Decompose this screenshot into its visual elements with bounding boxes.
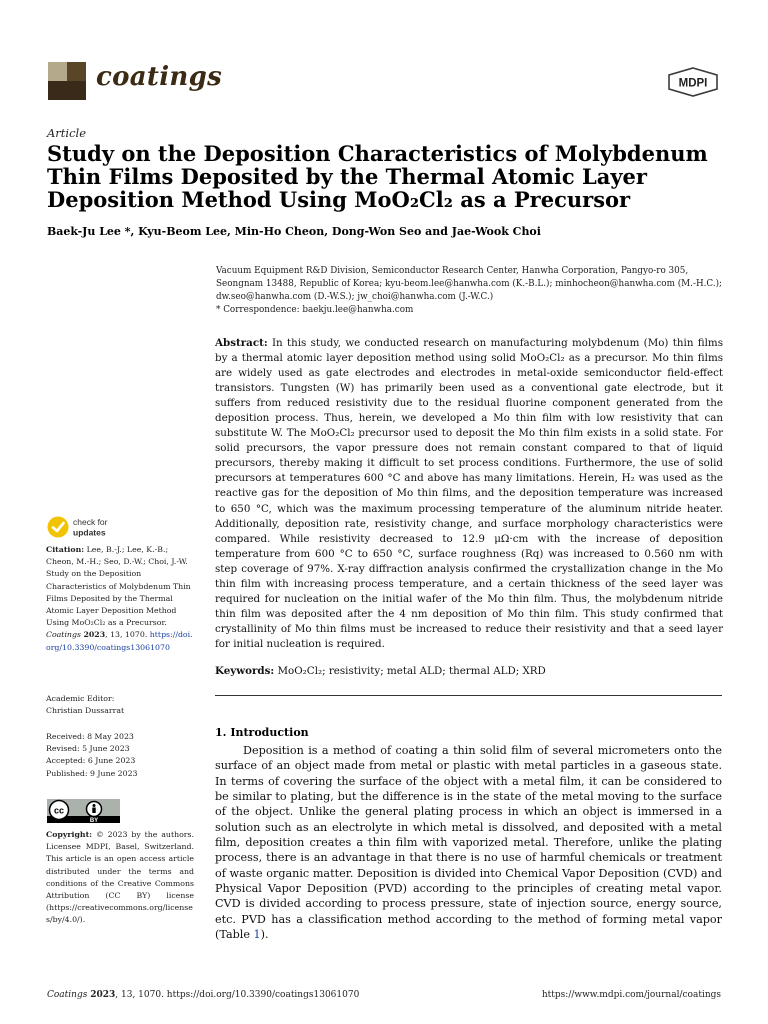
citation-volume: , 13, 1070. (105, 630, 148, 640)
introduction-tail: ). (260, 928, 269, 942)
cc-by-text: BY (89, 818, 99, 823)
footer-rest[interactable]: , 13, 1070. https://doi.org/10.3390/coatings13061070 (115, 990, 360, 1000)
copyright-label: Copyright: (46, 830, 93, 839)
abstract (215, 336, 723, 652)
footer-journal: Coatings (47, 990, 88, 1000)
citation-text: Lee, B.-J.; Lee, K.-B.; Cheon, M.-H.; Seo, D.-W.; Choi, J.-W. Study on the Deposition Characteristics of Molybdenum Thin Films Deposited by the Thermal Atomic Layer Deposition Method Using MoO₂Cl₂ as a Precursor. (46, 545, 191, 628)
abstract-label: Abstract: (215, 337, 268, 349)
correspondence[interactable]: * Correspondence: baekju.lee@hanwha.com (216, 305, 414, 315)
publication-dates (46, 731, 194, 780)
journal-logo-mark (48, 62, 86, 100)
footer-year: 2023 (90, 990, 116, 1000)
author-list[interactable]: Baek-Ju Lee *, Kyu-Beom Lee, Min-Ho Cheon, Dong-Won Seo and Jae-Wook Choi (47, 225, 541, 238)
svg-text:cc: cc (53, 805, 65, 816)
section-heading-introduction: 1. Introduction (215, 726, 309, 739)
affiliations (216, 265, 726, 317)
citation-block (46, 544, 194, 654)
footer-citation (47, 990, 359, 1000)
date-received: Received: 8 May 2023 (46, 732, 134, 741)
editor-label: Academic Editor: (46, 694, 115, 703)
footer-journal-url[interactable]: https://www.mdpi.com/journal/coatings (541, 990, 721, 1000)
editor-name: Christian Dussarrat (46, 706, 125, 716)
check-for-text: check for (73, 517, 108, 527)
copyright-text: © 2023 by the authors. Licensee MDPI, Basel, Switzerland. This article is an open access article distributed under the terms and conditions of the Creative Commons Attribution (CC BY) license (https://creativecommons.org/licenses/by/4.0/). (46, 830, 194, 925)
keywords-text: MoO₂Cl₂; resistivity; metal ALD; thermal ALD; XRD (277, 665, 546, 677)
copyright-notice (46, 829, 194, 927)
table-1-reference-link[interactable]: 1 (253, 928, 261, 942)
check-for-updates-badge[interactable] (46, 513, 136, 541)
date-revised: Revised: 5 June 2023 (46, 744, 130, 754)
keywords-label: Keywords: (215, 665, 275, 677)
abstract-text: In this study, we conducted research on manufacturing molybdenum (Mo) thin films by a thermal atomic layer deposition method using solid MoO₂Cl₂ as a precursor. Mo thin films are widely used as gate electrodes and electrodes in metal-oxide semiconductor field-effect transistors. Tungsten (W) has primarily been used as a conventional gate electrode, but it suffers from reduced resistivity due to the residual fluorine component generated from the deposition process. Thus, herein, we developed a Mo thin film with low resistivity that can substitute W. The MoO₂Cl₂ precursor used to deposit the Mo thin film exists in a solid state. For solid precursors, the vapor pressure does not remain constant compared to that of liquid precursors, thereby making it difficult to set process conditions. Furthermore, the use of solid precursors at temperatures 600 °C and above has many limitations. Herein, H₂ was used as the reactive gas for the deposition of Mo thin films, and the deposition temperature was increased to 650 °C, which was the maximum processing temperature of the aluminum nitride heater. Additionally, deposition rate, resistivity change, and surface morphology characteristics were compared. While resistivity decreased to 12.9 μΩ·cm with the increase of deposition temperature from 600 °C to 650 °C, surface roughness (Rq) was increased to 0.560 nm with step coverage of 97%. X-ray diffraction analysis confirmed the crystallization change in the Mo thin film with increasing process temperature, and a certain thickness of the seed layer was required for nucleation on the initial wafer of the Mo thin film. Thus, the molybdenum nitride thin film was deposited after the 4 nm deposition of Mo thin film. This study confirmed that crystallinity of Mo thin films must be increased to reduce their resistivity and that a seed layer for initial nucleation is required. (215, 337, 723, 650)
article-type: Article (47, 126, 87, 140)
affiliation-text: Vacuum Equipment R&D Division, Semiconductor Research Center, Hanwha Corporation, Pangyo-ro 305, Seongnam 13488, Republic of Korea; kyu-beom.lee@hanwha.com (K.-B.L.); minhocheon@hanwha.com (M.-H.C.); dw.seo@hanwha.com (D.-W.S.); jw_choi@hanwha.com (J.-W.C.) (216, 266, 723, 302)
mdpi-logo-text: MDPI (678, 77, 708, 90)
updates-text: updates (73, 527, 106, 538)
date-accepted: Accepted: 6 June 2023 (46, 756, 136, 766)
introduction-paragraph (215, 743, 722, 942)
date-published: Published: 9 June 2023 (46, 768, 138, 778)
academic-editor (46, 693, 194, 717)
mdpi-logo-icon[interactable] (666, 67, 720, 97)
journal-name[interactable]: coatings (96, 62, 223, 92)
citation-year: 2023 (83, 630, 106, 640)
citation-journal: Coatings (46, 630, 81, 640)
keywords (215, 665, 723, 677)
citation-label: Citation: (46, 545, 85, 554)
introduction-text: Deposition is a method of coating a thin solid film of several micrometers onto the surface of an object made from metal or plastic with metal particles in a gaseous state. In terms of covering the surface of the object with a metal film, it can be considered to be similar to plating, but the difference is in the state of the metal moving to the surface of the object. Unlike the general plating process in which an object is immersed in a solution such as an electrolyte in which metal is dissolved, and deposited with a metal film, deposition creates a thin film with vaporized metal. Therefore, unlike the plating process, there is an advantage in that there is no use of harmful chemicals or treatment of waste organic matter. Deposition is divided into Chemical Vapor Deposition (CVD) and Physical Vapor Deposition (PVD) according to the principles of creating metal vapor. CVD is divided according to process pressure, state of injection source, energy source, etc. PVD has a classification method according to the method of forming metal vapor (Table (215, 744, 722, 942)
section-divider (215, 695, 722, 696)
article-title: Study on the Deposition Characteristics of Molybdenum Thin Films Deposited by the Thermal Atomic Layer Deposition Method Using MoO₂Cl₂ as a Precursor (47, 141, 708, 212)
citation-doi-link[interactable]: https://doi.org/10.3390/coatings13061070 (46, 630, 193, 652)
cc-by-license-icon[interactable] (47, 799, 120, 823)
